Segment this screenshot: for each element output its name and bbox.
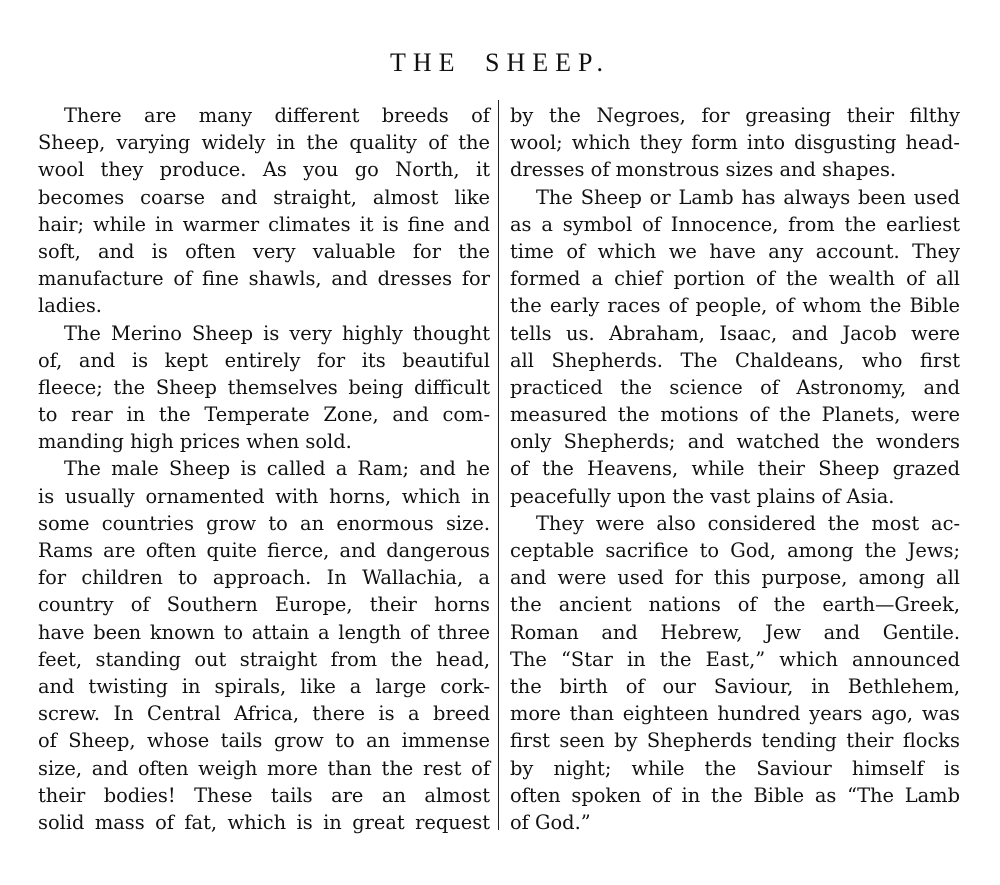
text-line: fleece; the Sheep themselves being difficult <box>38 375 490 399</box>
text-line: Rams are often quite fierce, and dangerous <box>38 539 490 562</box>
text-line: The male Sheep is called a Ram; and he <box>64 457 490 481</box>
text-line: The “Star in the East,” which announced <box>510 647 960 671</box>
page-title: THE SHEEP. <box>389 48 611 77</box>
column-divider <box>498 100 499 830</box>
text-line: first seen by Shepherds tending their flocks <box>510 729 960 753</box>
text-line: more than eighteen hundred years ago, was <box>510 702 960 726</box>
text-line: of, and is kept entirely for its beautiful <box>38 348 490 372</box>
text-line: and twisting in spirals, like a large cork- <box>38 674 490 698</box>
text-line: some countries grow to an enormous size. <box>38 511 490 535</box>
text-line: They were also considered the most ac- <box>536 511 960 535</box>
text-line: manufacture of fine shawls, and dresses for <box>38 267 490 291</box>
text-line: for children to approach. In Wallachia, a <box>38 566 490 590</box>
text-line: have been known to attain a length of three <box>38 620 490 644</box>
text-line: dresses of monstrous sizes and shapes. <box>510 158 897 182</box>
text-line: the early races of people, of whom the Bible <box>510 294 960 318</box>
text-line: screw. In Central Africa, there is a breed <box>38 702 490 726</box>
text-line: only Shepherds; and watched the wonders <box>510 430 960 454</box>
text-line: the ancient nations of the earth—Greek, <box>510 593 960 617</box>
text-line: peacefully upon the vast plains of Asia. <box>510 484 895 508</box>
text-line: to rear in the Temperate Zone, and com- <box>38 403 490 427</box>
text-line: practiced the science of Astronomy, and <box>510 375 960 399</box>
text-line: all Shepherds. The Chaldeans, who first <box>510 348 960 372</box>
left-column <box>38 102 490 836</box>
text-line: size, and often weigh more than the rest of <box>38 756 490 780</box>
text-line: manding high prices when sold. <box>38 430 352 454</box>
text-line: hair; while in warmer climates it is fine and <box>38 212 490 236</box>
text-line: ladies. <box>38 294 102 318</box>
text-line: solid mass of fat, which is in great request <box>38 810 490 834</box>
text-line: measured the motions of the Planets, were <box>510 403 960 427</box>
text-line: feet, standing out straight from the head, <box>38 647 490 671</box>
text-line: ceptable sacrifice to God, among the Jews; <box>510 539 960 562</box>
text-line: by night; while the Saviour himself is <box>510 756 960 780</box>
text-line: Sheep, varying widely in the quality of the <box>38 131 490 155</box>
text-line: is usually ornamented with horns, which in <box>38 484 490 508</box>
text-line: and were used for this purpose, among all <box>510 566 960 590</box>
text-line: becomes coarse and straight, almost like <box>38 185 490 209</box>
text-line: tells us. Abraham, Isaac, and Jacob were <box>510 321 960 345</box>
text-line: their bodies! These tails are an almost <box>38 783 490 807</box>
text-line: of God.” <box>510 810 591 834</box>
text-line: Roman and Hebrew, Jew and Gentile. <box>510 620 960 644</box>
text-line: the birth of our Saviour, in Bethlehem, <box>510 674 960 698</box>
text-line: as a symbol of Innocence, from the earliest <box>510 212 960 236</box>
text-line: formed a chief portion of the wealth of all <box>510 267 960 291</box>
text-line: There are many different breeds of <box>64 104 490 127</box>
text-line: The Sheep or Lamb has always been used <box>536 185 960 209</box>
text-line: time of which we have any account. They <box>510 239 960 263</box>
text-line: soft, and is often very valuable for the <box>38 239 490 263</box>
text-line: wool; which they form into disgusting head- <box>510 131 960 155</box>
text-line: country of Southern Europe, their horns <box>38 593 490 617</box>
text-line: of the Heavens, while their Sheep grazed <box>510 457 960 481</box>
text-line: The Merino Sheep is very highly thought <box>64 321 490 345</box>
text-line: of Sheep, whose tails grow to an immense <box>38 729 490 753</box>
text-line: often spoken of in the Bible as “The Lamb <box>510 783 960 807</box>
right-column <box>510 102 960 836</box>
text-line: by the Negroes, for greasing their filthy <box>510 104 960 127</box>
text-line: wool they produce. As you go North, it <box>38 158 490 182</box>
